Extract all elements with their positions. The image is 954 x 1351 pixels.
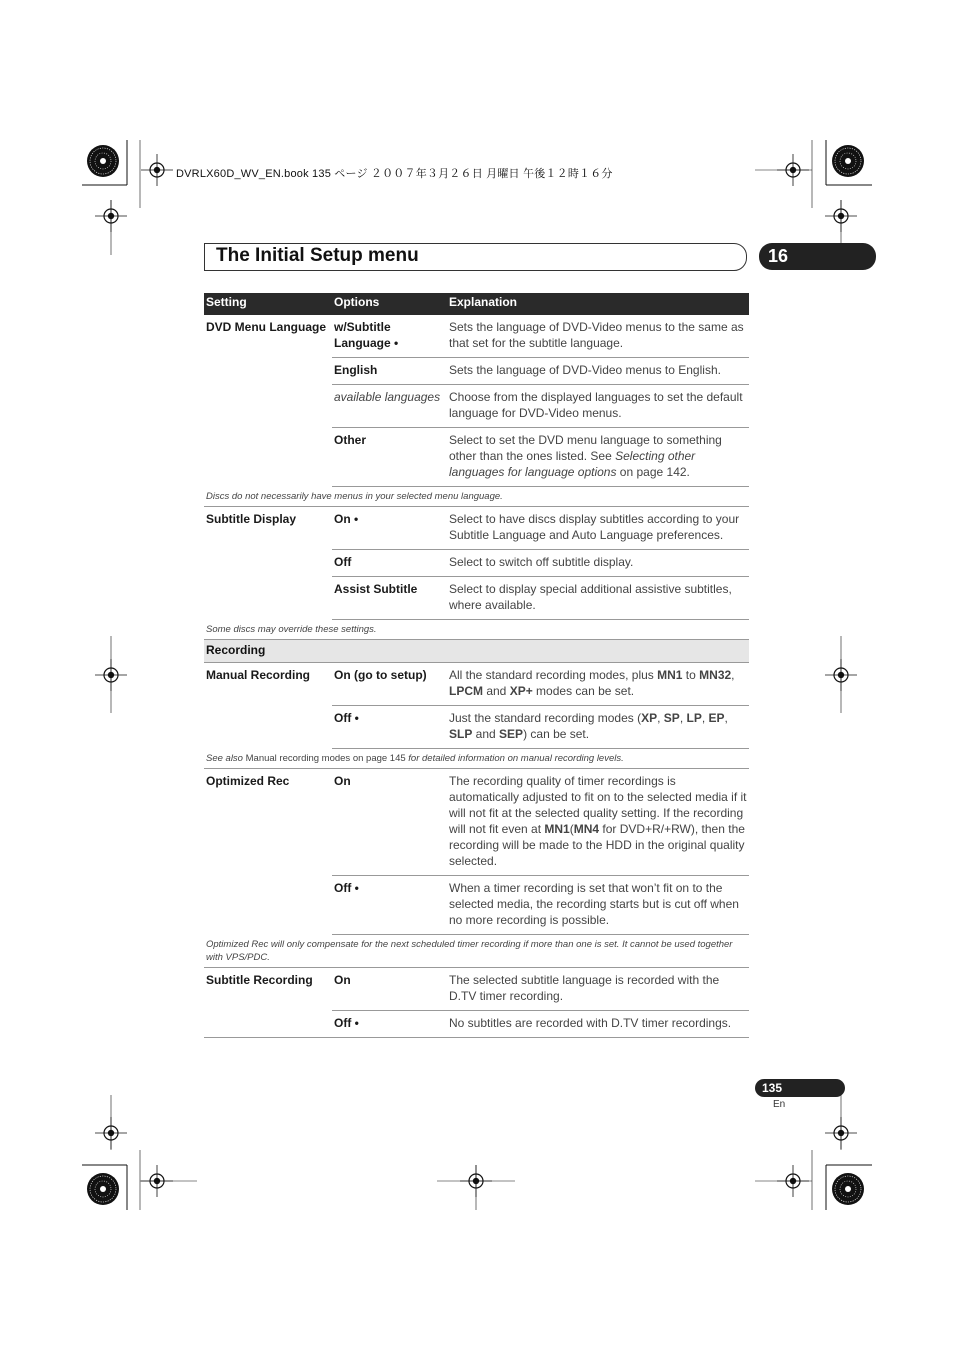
option-explanation: Sets the language of DVD-Video menus to the same as that set for the subtitle language. (447, 315, 749, 358)
option-explanation: The selected subtitle language is recorded with the D.TV timer recording. (447, 968, 749, 1011)
option-explanation: All the standard recording modes, plus MN1 to MN32, LPCM and XP+ modes can be set. (447, 663, 749, 706)
setting-name: Optimized Rec (206, 774, 290, 788)
option-explanation: Choose from the displayed languages to set the default language for DVD-Video menus. (447, 385, 749, 428)
table-row (204, 663, 749, 706)
settings-table (204, 293, 749, 1038)
table-row (204, 968, 749, 1011)
option-explanation: Select to display special additional assistive subtitles, where available. (447, 577, 749, 620)
header-options: Options (332, 293, 447, 315)
table-note: See also Manual recording modes on page 145 for detailed information on manual recording levels. (204, 749, 749, 769)
page-title: The Initial Setup menu (216, 245, 419, 266)
table-row (204, 769, 749, 876)
header-explanation: Explanation (447, 293, 749, 315)
page-language: En (773, 1099, 786, 1110)
option-label: On (332, 769, 447, 876)
option-label: available languages (332, 385, 447, 428)
option-label: Off (332, 550, 447, 577)
table-note: Some discs may override these settings. (204, 620, 749, 640)
table-header-row (204, 293, 749, 315)
setting-name: Manual Recording (206, 668, 311, 682)
table-note: Discs do not necessarily have menus in your selected menu language. (204, 487, 749, 507)
option-label: On • (332, 507, 447, 550)
option-label: English (332, 358, 447, 385)
option-label: On (go to setup) (332, 663, 447, 706)
option-label: Assist Subtitle (332, 577, 447, 620)
option-explanation: Select to have discs display subtitles according to your Subtitle Language and Auto Language preferences. (447, 507, 749, 550)
chapter-number: 16 (768, 246, 789, 266)
header-setting: Setting (204, 293, 332, 315)
option-label: Off • (332, 706, 447, 749)
table-row (204, 315, 749, 358)
setting-name: Subtitle Display (206, 512, 297, 526)
option-explanation: No subtitles are recorded with D.TV timer recordings. (447, 1011, 749, 1038)
option-label: Other (332, 428, 447, 487)
section-header: Recording (204, 640, 749, 663)
table-row (204, 507, 749, 550)
page-number: 135 (762, 1081, 783, 1095)
print-header: DVRLX60D_WV_EN.book 135 ページ ２００７年３月２６日 月曜日 午後１２時１６分 (176, 168, 613, 180)
setting-name: Subtitle Recording (204, 968, 332, 1038)
option-explanation: Select to switch off subtitle display. (447, 550, 749, 577)
option-explanation: Select to set the DVD menu language to something other than the ones listed. See Selecting other languages for language options on page 142. (447, 428, 749, 487)
cross-reference: Selecting other languages for language options (449, 449, 696, 479)
option-explanation: The recording quality of timer recordings is automatically adjusted to fit on to the selected media if it will not fit at the selected quality setting. If the recording will not fit even at MN1(MN4 for DVD+R/+RW), then the recording will be made to the HDD in the original quality selected. (447, 769, 749, 876)
option-label: w/Subtitle Language • (332, 315, 447, 358)
option-label: Off • (332, 1011, 447, 1038)
option-label: Off • (332, 876, 447, 935)
option-explanation: Sets the language of DVD-Video menus to English. (447, 358, 749, 385)
setting-name: DVD Menu Language (206, 320, 327, 334)
table-note: Optimized Rec will only compensate for the next scheduled timer recording if more than one is set. It cannot be used together with VPS/PDC. (204, 935, 749, 968)
settings-table-container (204, 293, 749, 1038)
option-explanation: When a timer recording is set that won’t fit on to the selected media, the recording starts but is cut off when no more recording is possible. (447, 876, 749, 935)
option-label: On (332, 968, 447, 1011)
option-explanation: Just the standard recording modes (XP, SP, LP, EP, SLP and SEP) can be set. (447, 706, 749, 749)
